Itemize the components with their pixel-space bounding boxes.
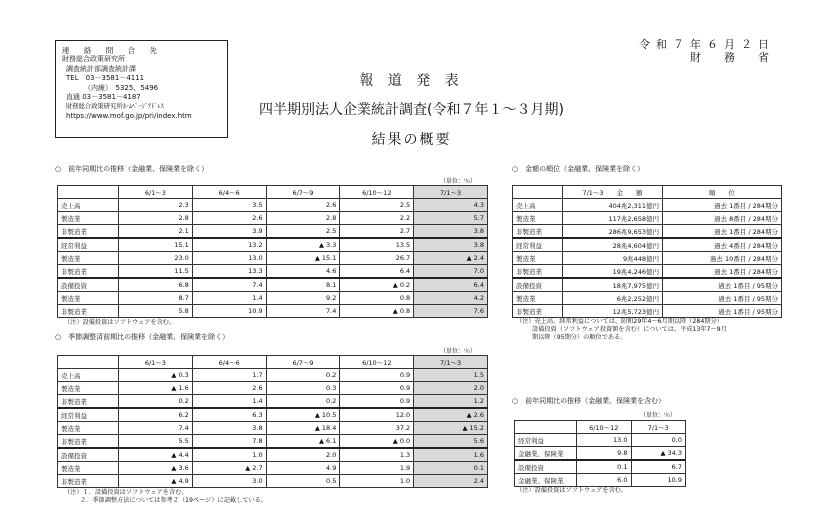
table-cell: 11.5 — [119, 265, 193, 279]
table-cell: 15.1 — [119, 238, 193, 252]
table-cell: 2.7 — [340, 225, 414, 239]
table-cell: 非製造業 — [58, 435, 119, 449]
table3-note3: 期以降（95期分）の順位である。 — [532, 334, 627, 341]
table-cell: 金融業、保険業 — [515, 474, 577, 487]
table-cell: 設備投資 — [58, 448, 119, 462]
table2-unit: （単位：％） — [440, 348, 477, 355]
table-row — [58, 395, 488, 409]
yoy-incl-finance-table — [514, 420, 686, 487]
table-row — [513, 212, 782, 225]
table-cell: 1.5 — [414, 369, 488, 382]
table-cell: 2.0 — [266, 448, 340, 462]
table-cell: 18兆7,975億円 — [563, 278, 663, 292]
table-cell: ▲ 1.6 — [119, 382, 193, 395]
table-cell: 5.7 — [414, 212, 488, 225]
table-cell: 経常利益 — [58, 408, 119, 422]
table-row — [58, 278, 488, 292]
release-date — [639, 38, 775, 64]
contact-line: TEL 03－3581－4111 — [66, 74, 145, 83]
table-cell: 2.1 — [119, 225, 193, 239]
table-cell: 1.7 — [192, 369, 266, 382]
table3-title: ○ 金額の順位（金融業、保険業を除く） — [512, 165, 645, 173]
table-cell: 設備投資 — [513, 278, 563, 292]
table-cell: 過去 4番目 / 284期分 — [663, 238, 782, 252]
contact-line: 財務総合政策研究所 — [62, 55, 125, 64]
table-cell: 過去 1番目 / 95期分 — [663, 305, 782, 318]
table-row — [515, 434, 686, 447]
table-row — [515, 474, 686, 487]
table-cell: 26.7 — [340, 252, 414, 265]
table-row — [513, 238, 782, 252]
table-row — [58, 252, 488, 265]
table-cell: 2.0 — [414, 382, 488, 395]
table-cell: 6.4 — [340, 265, 414, 279]
table-cell: 2.5 — [266, 225, 340, 239]
table-cell: 製造業 — [513, 252, 563, 265]
table-cell: 286兆9,653億円 — [563, 225, 663, 239]
table-cell: 12.0 — [340, 408, 414, 422]
table-cell: 1.4 — [192, 395, 266, 409]
table-cell: 製造業 — [58, 252, 119, 265]
table-cell: 製造業 — [58, 382, 119, 395]
table-cell: 0.1 — [414, 462, 488, 475]
table4-note: （注）設備投資はソフトウェアを含む。 — [516, 487, 628, 494]
table-cell: 7.6 — [414, 305, 488, 318]
table-cell: 3.5 — [192, 199, 266, 212]
contact-line: 直通 03－3581－4187 — [66, 93, 141, 102]
table-row — [58, 292, 488, 305]
table-cell: ▲ 15.1 — [266, 252, 340, 265]
table-cell: ▲ 10.5 — [266, 408, 340, 422]
table-row — [515, 460, 686, 474]
table-cell: 売上高 — [58, 369, 119, 382]
table-row — [58, 238, 488, 252]
table2-note1: （注）１．設備投資はソフトウェアを含む。 — [64, 489, 188, 496]
table-cell: 金融業、保険業 — [515, 447, 577, 461]
table-cell: 非製造業 — [58, 305, 119, 318]
table-header-row: 7/1～3 金 額 順 位 — [513, 186, 782, 199]
table-cell: 1.6 — [414, 448, 488, 462]
rank-table — [512, 185, 782, 318]
table-cell: 7.4 — [119, 422, 193, 435]
table-cell: 117兆2,658億円 — [563, 212, 663, 225]
table-row — [58, 422, 488, 435]
table-row — [58, 462, 488, 475]
table-cell: 9兆448億円 — [563, 252, 663, 265]
table-cell: 12兆5,723億円 — [563, 305, 663, 318]
table-cell: 0.0 — [631, 434, 686, 447]
table-cell: 過去 1番目 / 284期分 — [663, 199, 782, 212]
table-cell: 2.6 — [266, 199, 340, 212]
table3-note1: （注）売上高、経常利益については、昭和29年4～6月期以降（284期分） — [516, 318, 723, 325]
table-cell: 2.2 — [340, 212, 414, 225]
yoy-table — [57, 185, 488, 318]
table4-unit: （単位：％） — [640, 412, 677, 419]
table-cell: 非製造業 — [58, 475, 119, 488]
table-cell: 非製造業 — [513, 265, 563, 279]
table-cell: 非製造業 — [513, 305, 563, 318]
table-cell: ▲ 3.3 — [266, 238, 340, 252]
press-release-heading: 報 道 発 表 — [359, 73, 464, 89]
table-cell: ▲ 0.3 — [119, 369, 193, 382]
table-cell: 過去 1番目 / 284期分 — [663, 265, 782, 279]
table-cell: 製造業 — [513, 212, 563, 225]
table-cell: ▲ 34.3 — [631, 447, 686, 461]
table-cell: 非製造業 — [58, 395, 119, 409]
table-cell: 2.6 — [192, 212, 266, 225]
table-cell: 0.5 — [266, 475, 340, 488]
table1-title: ○ 前年同期比の推移（金融業、保険業を除く） — [55, 165, 209, 173]
table-row — [58, 265, 488, 279]
table-cell: 3.8 — [414, 238, 488, 252]
table-cell: 2.8 — [119, 212, 193, 225]
table-cell: ▲ 4.4 — [119, 448, 193, 462]
table-cell: 2.4 — [414, 475, 488, 488]
table-row — [513, 265, 782, 279]
table1-unit: （単位：％） — [440, 178, 477, 185]
table-cell: 9.8 — [577, 447, 632, 461]
table-cell: 0.9 — [340, 369, 414, 382]
table-cell: 3.8 — [414, 225, 488, 239]
table-cell: 非製造業 — [58, 225, 119, 239]
table-cell: ▲ 2.4 — [414, 252, 488, 265]
table-cell: 0.2 — [266, 369, 340, 382]
table-row — [513, 199, 782, 212]
table-header-row: 6/10～12 7/1～3 — [515, 421, 686, 434]
table-row — [58, 408, 488, 422]
table-cell: 設備投資 — [515, 460, 577, 474]
table-cell: 1.4 — [192, 292, 266, 305]
table-cell: 19兆4,246億円 — [563, 265, 663, 279]
table4-title: ○ 前年同期比の推移（金融業、保険業を含む） — [512, 397, 666, 405]
table-cell: 売上高 — [58, 199, 119, 212]
table-cell: 製造業 — [513, 292, 563, 305]
table-row — [513, 225, 782, 239]
table-cell: 2.3 — [119, 199, 193, 212]
table-cell: 1.2 — [414, 395, 488, 409]
table-cell: 5.6 — [414, 435, 488, 449]
table-cell: 13.5 — [340, 238, 414, 252]
table-cell: 13.3 — [192, 265, 266, 279]
table-cell: 製造業 — [58, 212, 119, 225]
table-header-row: 6/1～3 6/4～6 6/7～9 6/10～12 7/1～3 — [58, 356, 488, 369]
table-cell: 経常利益 — [515, 434, 577, 447]
table-cell: 4.2 — [414, 292, 488, 305]
table-cell: 6.0 — [577, 474, 632, 487]
table-cell: 2.8 — [266, 212, 340, 225]
table-cell: 2.6 — [192, 382, 266, 395]
contact-line: 財務総合政策研究所ﾎｰﾑﾍﾟｰｼﾞｱﾄﾞﾚｽ — [66, 103, 164, 111]
table-cell: 製造業 — [58, 462, 119, 475]
table-row — [58, 448, 488, 462]
table-cell: ▲ 0.8 — [340, 305, 414, 318]
table-row — [513, 305, 782, 318]
table-cell: 6.8 — [119, 278, 193, 292]
table-cell: 0.2 — [119, 395, 193, 409]
table-cell: 7.4 — [266, 305, 340, 318]
table-cell: 4.9 — [266, 462, 340, 475]
table-header-row: 6/1～3 6/4～6 6/7～9 6/10～12 7/1～3 — [58, 186, 488, 199]
table-cell: 3.9 — [192, 225, 266, 239]
date-text: 令和７年６月２日 — [639, 38, 775, 51]
table-row — [513, 292, 782, 305]
table-cell: ▲ 15.2 — [414, 422, 488, 435]
table-cell: 6.2 — [119, 408, 193, 422]
contact-heading: 連 絡 問 合 先 — [62, 46, 164, 55]
table-cell: 28兆4,604億円 — [563, 238, 663, 252]
table-cell: 製造業 — [58, 422, 119, 435]
table-cell: 13.2 — [192, 238, 266, 252]
table-cell: 10.9 — [192, 305, 266, 318]
table-cell: 3.8 — [192, 422, 266, 435]
table1-note: （注）設備投資はソフトウェアを含む。 — [64, 319, 176, 326]
table-cell: 37.2 — [340, 422, 414, 435]
table-cell: 0.1 — [577, 460, 632, 474]
table-row — [513, 278, 782, 292]
table-row — [58, 435, 488, 449]
table-cell: 8.1 — [266, 278, 340, 292]
table-cell: 6.3 — [192, 408, 266, 422]
table-cell: 6兆2,252億円 — [563, 292, 663, 305]
contact-url[interactable]: https://www.mof.go.jp/pri/index.htm — [66, 111, 192, 120]
table-cell: 0.8 — [340, 292, 414, 305]
table-cell: 過去 1番目 / 284期分 — [663, 225, 782, 239]
issuer: 財 務 省 — [690, 51, 775, 64]
table-cell: 0.9 — [340, 382, 414, 395]
table-cell: 過去 10番目 / 284期分 — [663, 252, 782, 265]
table2-title: ○ 季節調整済前期比の推移（金融業、保険業を除く） — [55, 333, 230, 341]
table-cell: 売上高 — [513, 199, 563, 212]
table-cell: 非製造業 — [513, 225, 563, 239]
table-cell: 6.7 — [631, 460, 686, 474]
table-cell: 0.9 — [340, 395, 414, 409]
table-cell: 過去 1番目 / 95期分 — [663, 278, 782, 292]
table-row — [58, 225, 488, 239]
table-cell: ▲ 0.0 — [340, 435, 414, 449]
table-cell: ▲ 4.9 — [119, 475, 193, 488]
table-cell: ▲ 3.6 — [119, 462, 193, 475]
table-cell: 6.4 — [414, 278, 488, 292]
table3-note2: 設備投資（ソフトウェア投資額を含む）については、平成13年7～9月 — [532, 326, 727, 333]
table-cell: 7.4 — [192, 278, 266, 292]
table-cell: 2.5 — [340, 199, 414, 212]
table-cell: ▲ 6.1 — [266, 435, 340, 449]
table2-note2: ２．季節調整方法については参考２（19ページ）に記載している。 — [80, 497, 268, 504]
table-cell: 1.0 — [192, 448, 266, 462]
table-row — [58, 369, 488, 382]
table-cell: 13.0 — [192, 252, 266, 265]
table-cell: 9.2 — [266, 292, 340, 305]
table-row — [58, 305, 488, 318]
table-cell: 23.0 — [119, 252, 193, 265]
table-cell: 1.3 — [340, 448, 414, 462]
table-cell: 1.9 — [340, 462, 414, 475]
table-cell: 1.0 — [340, 475, 414, 488]
table-cell: ▲ 2.7 — [192, 462, 266, 475]
table-row — [58, 199, 488, 212]
table-cell: 0.2 — [266, 395, 340, 409]
table-cell: 過去 1番目 / 95期分 — [663, 292, 782, 305]
qoq-table — [57, 355, 488, 488]
table-cell: 4.6 — [266, 265, 340, 279]
table-cell: 製造業 — [58, 292, 119, 305]
contact-line: （内線） 5325、5496 — [84, 83, 159, 92]
table-row — [58, 475, 488, 488]
table-cell: 10.9 — [631, 474, 686, 487]
table-cell: ▲ 18.4 — [266, 422, 340, 435]
contact-line: 調査統計部調査統計課 — [66, 64, 136, 73]
table-cell: 404兆2,311億円 — [563, 199, 663, 212]
table-cell: ▲ 2.6 — [414, 408, 488, 422]
table-row — [58, 212, 488, 225]
table-cell: ▲ 0.2 — [340, 278, 414, 292]
table-row — [515, 447, 686, 461]
table-row — [58, 382, 488, 395]
survey-title: 四半期別法人企業統計調査(令和７年１～３月期) — [259, 102, 564, 118]
table-cell: 8.7 — [119, 292, 193, 305]
table-cell: 5.5 — [119, 435, 193, 449]
table-row — [513, 252, 782, 265]
table-cell: 経常利益 — [58, 238, 119, 252]
table-cell: 5.8 — [119, 305, 193, 318]
table-cell: 3.0 — [192, 475, 266, 488]
table-cell: 過去 8番目 / 284期分 — [663, 212, 782, 225]
table-cell: 経常利益 — [513, 238, 563, 252]
table-cell: 非製造業 — [58, 265, 119, 279]
summary-heading: 結果の概要 — [371, 132, 452, 148]
table-cell: 7.0 — [414, 265, 488, 279]
table-cell: 0.3 — [266, 382, 340, 395]
table-cell: 設備投資 — [58, 278, 119, 292]
table-cell: 7.8 — [192, 435, 266, 449]
table-cell: 13.0 — [577, 434, 632, 447]
table-cell: 4.3 — [414, 199, 488, 212]
